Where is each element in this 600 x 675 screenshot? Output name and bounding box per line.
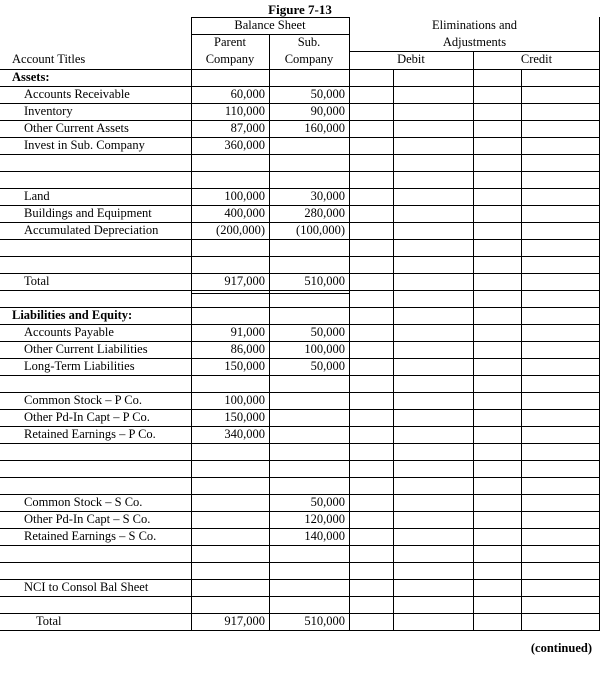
grid-hline: [0, 341, 600, 342]
sub-header-line1: Sub.: [297, 35, 321, 49]
grid-hline: [0, 494, 600, 495]
grid-hline: [0, 375, 600, 376]
grid-hline: [0, 86, 600, 87]
grid-hline: [0, 137, 600, 138]
account-title: NCI to Consol Bal Sheet: [24, 580, 149, 594]
account-title: Liabilities and Equity:: [12, 308, 133, 322]
eliminations-header-line2: Adjustments: [442, 35, 507, 49]
parent-amount: 100,000: [224, 393, 265, 407]
account-title: Accumulated Depreciation: [24, 223, 159, 237]
grid-hline: [0, 562, 600, 563]
grid-hline: [0, 630, 600, 631]
grid-hline: [0, 426, 600, 427]
grid-hline: [0, 460, 600, 461]
grid-hline: [0, 290, 600, 291]
sub-amount: 50,000: [310, 359, 345, 373]
grid-hline: [0, 596, 600, 597]
account-title: Accounts Payable: [24, 325, 114, 339]
account-title: Common Stock – P Co.: [24, 393, 142, 407]
grid-hline: [0, 579, 600, 580]
grid-hline: [0, 171, 600, 172]
eliminations-header-line1: Eliminations and: [431, 18, 518, 32]
grid-hline: [0, 443, 600, 444]
grid-hline: [0, 511, 600, 512]
grid-hline: [0, 477, 600, 478]
sub-amount: 50,000: [310, 495, 345, 509]
figure-title: Figure 7-13: [268, 2, 332, 17]
account-title: Other Current Assets: [24, 121, 129, 135]
account-title: Total: [36, 614, 62, 628]
account-title: Long-Term Liabilities: [24, 359, 135, 373]
grid-hline: [0, 103, 600, 104]
parent-amount: 917,000: [224, 274, 265, 288]
grid-hline: [0, 358, 600, 359]
sub-amount: 120,000: [304, 512, 345, 526]
grid-hline: [191, 34, 349, 35]
parent-amount: 91,000: [230, 325, 265, 339]
parent-amount: 110,000: [224, 104, 265, 118]
sub-amount: 160,000: [304, 121, 345, 135]
grid-hline: [0, 307, 600, 308]
grid-hline: [0, 324, 600, 325]
grid-hline: [0, 613, 600, 614]
grid-hline: [0, 256, 600, 257]
sub-amount: 100,000: [304, 342, 345, 356]
grid-hline: [0, 154, 600, 155]
account-title: Buildings and Equipment: [24, 206, 152, 220]
account-title: Invest in Sub. Company: [24, 138, 145, 152]
grid-hline: [0, 528, 600, 529]
grid-hline: [191, 293, 349, 294]
grid-hline: [0, 222, 600, 223]
account-title: Other Pd-In Capt – S Co.: [24, 512, 151, 526]
account-title: Land: [24, 189, 50, 203]
account-title: Retained Earnings – P Co.: [24, 427, 156, 441]
sub-amount: 280,000: [304, 206, 345, 220]
sub-amount: 140,000: [304, 529, 345, 543]
grid-hline: [0, 188, 600, 189]
grid-hline: [0, 409, 600, 410]
parent-amount: 87,000: [230, 121, 265, 135]
account-title: Retained Earnings – S Co.: [24, 529, 157, 543]
sub-header-line2: Company: [284, 52, 334, 66]
parent-amount: 150,000: [224, 410, 265, 424]
grid-hline: [0, 205, 600, 206]
balance-sheet-header: Balance Sheet: [234, 18, 306, 32]
parent-amount: 340,000: [224, 427, 265, 441]
grid-hline: [0, 120, 600, 121]
parent-amount: (200,000): [216, 223, 265, 237]
account-title: Total: [24, 274, 50, 288]
sub-amount: 510,000: [304, 614, 345, 628]
grid-hline: [191, 17, 349, 18]
account-title: Accounts Receivable: [24, 87, 130, 101]
account-titles-header: Account Titles: [12, 52, 86, 66]
sub-amount: 50,000: [310, 87, 345, 101]
parent-amount: 60,000: [230, 87, 265, 101]
continued-note: (continued): [530, 641, 592, 655]
sub-amount: 50,000: [310, 325, 345, 339]
parent-amount: 400,000: [224, 206, 265, 220]
sub-amount: 30,000: [310, 189, 345, 203]
grid-hline: [0, 545, 600, 546]
parent-amount: 917,000: [224, 614, 265, 628]
grid-vline: [269, 34, 270, 630]
grid-hline: [0, 273, 600, 274]
debit-header: Debit: [397, 52, 425, 66]
grid-hline: [0, 69, 600, 70]
parent-header-line2: Company: [205, 52, 255, 66]
account-title: Other Pd-In Capt – P Co.: [24, 410, 150, 424]
parent-amount: 360,000: [224, 138, 265, 152]
parent-amount: 86,000: [230, 342, 265, 356]
account-title: Other Current Liabilities: [24, 342, 148, 356]
grid-hline: [0, 392, 600, 393]
account-title: Inventory: [24, 104, 73, 118]
credit-header: Credit: [520, 52, 553, 66]
parent-amount: 100,000: [224, 189, 265, 203]
sub-amount: 510,000: [304, 274, 345, 288]
grid-hline: [349, 51, 600, 52]
sub-amount: (100,000): [296, 223, 345, 237]
sub-amount: 90,000: [310, 104, 345, 118]
parent-amount: 150,000: [224, 359, 265, 373]
parent-header-line1: Parent: [214, 35, 246, 49]
account-title: Common Stock – S Co.: [24, 495, 143, 509]
grid-hline: [0, 239, 600, 240]
account-title: Assets:: [12, 70, 50, 84]
